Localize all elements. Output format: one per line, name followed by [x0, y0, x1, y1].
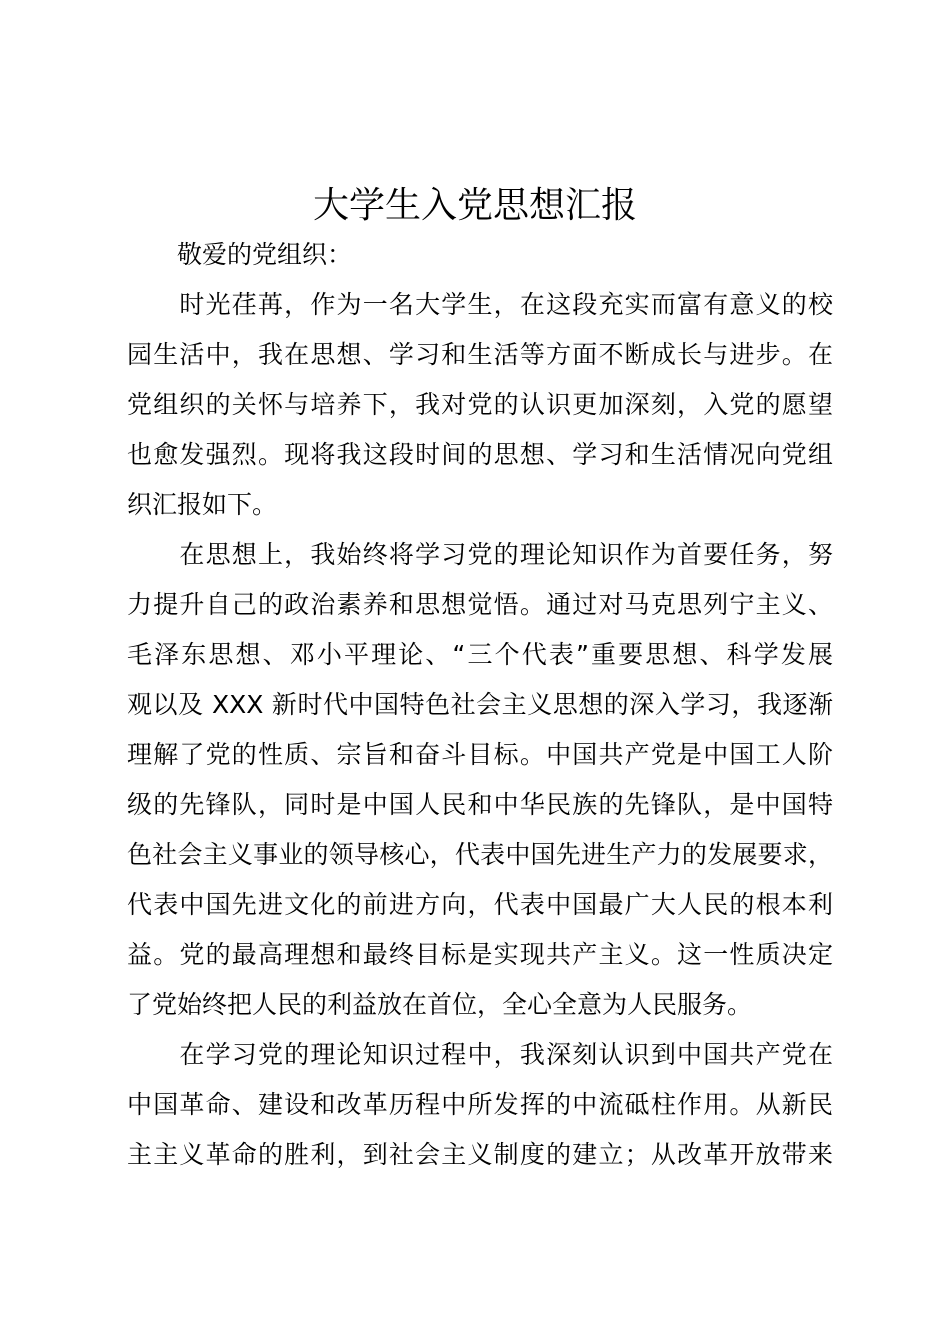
paragraph-1 — [127, 280, 833, 530]
paragraph-line: 毛泽东思想、邓小平理论、“三个代表”重要思想、科学发展 — [127, 640, 833, 669]
paragraph-line: 主主义革命的胜利，到社会主义制度的建立；从改革开放带来 — [127, 1140, 833, 1169]
paragraph-3 — [127, 1030, 833, 1180]
paragraph-2 — [127, 530, 833, 1030]
paragraph-line: 了党始终把人民的利益放在首位，全心全意为人民服务。 — [127, 990, 753, 1019]
paragraph-line: 级的先锋队，同时是中国人民和中华民族的先锋队，是中国特 — [127, 790, 833, 819]
paragraph-line: 代表中国先进文化的前进方向，代表中国最广大人民的根本利 — [127, 890, 833, 919]
paragraph-line: 中国革命、建设和改革历程中所发挥的中流砥柱作用。从新民 — [127, 1090, 833, 1119]
paragraph-line: 在思想上，我始终将学习党的理论知识作为首要任务，努 — [127, 540, 833, 569]
paragraph-line: 织汇报如下。 — [127, 490, 278, 519]
paragraph-line: 时光荏苒，作为一名大学生，在这段充实而富有意义的校 — [127, 290, 833, 319]
paragraph-line: 观以及 XXX 新时代中国特色社会主义思想的深入学习，我逐渐 — [127, 690, 833, 719]
paragraph-line: 理解了党的性质、宗旨和奋斗目标。中国共产党是中国工人阶 — [127, 740, 833, 769]
document-title: 大学生入党思想汇报 — [312, 185, 637, 226]
paragraph-line: 益。党的最高理想和最终目标是实现共产主义。这一性质决定 — [127, 940, 833, 969]
greeting — [127, 230, 833, 280]
paragraph-line: 在学习党的理论知识过程中，我深刻认识到中国共产党在 — [127, 1040, 833, 1069]
paragraph-line: 也愈发强烈。现将我这段时间的思想、学习和生活情况向党组 — [127, 440, 833, 469]
paragraph-line: 力提升自己的政治素养和思想觉悟。通过对马克思列宁主义、 — [127, 590, 833, 619]
paragraph-line: 色社会主义事业的领导核心，代表中国先进生产力的发展要求， — [127, 840, 833, 869]
paragraph-line: 党组织的关怀与培养下，我对党的认识更加深刻，入党的愿望 — [127, 390, 833, 419]
greeting-line: 敬爱的党组织： — [127, 240, 353, 269]
paragraph-line: 园生活中，我在思想、学习和生活等方面不断成长与进步。在 — [127, 340, 833, 369]
